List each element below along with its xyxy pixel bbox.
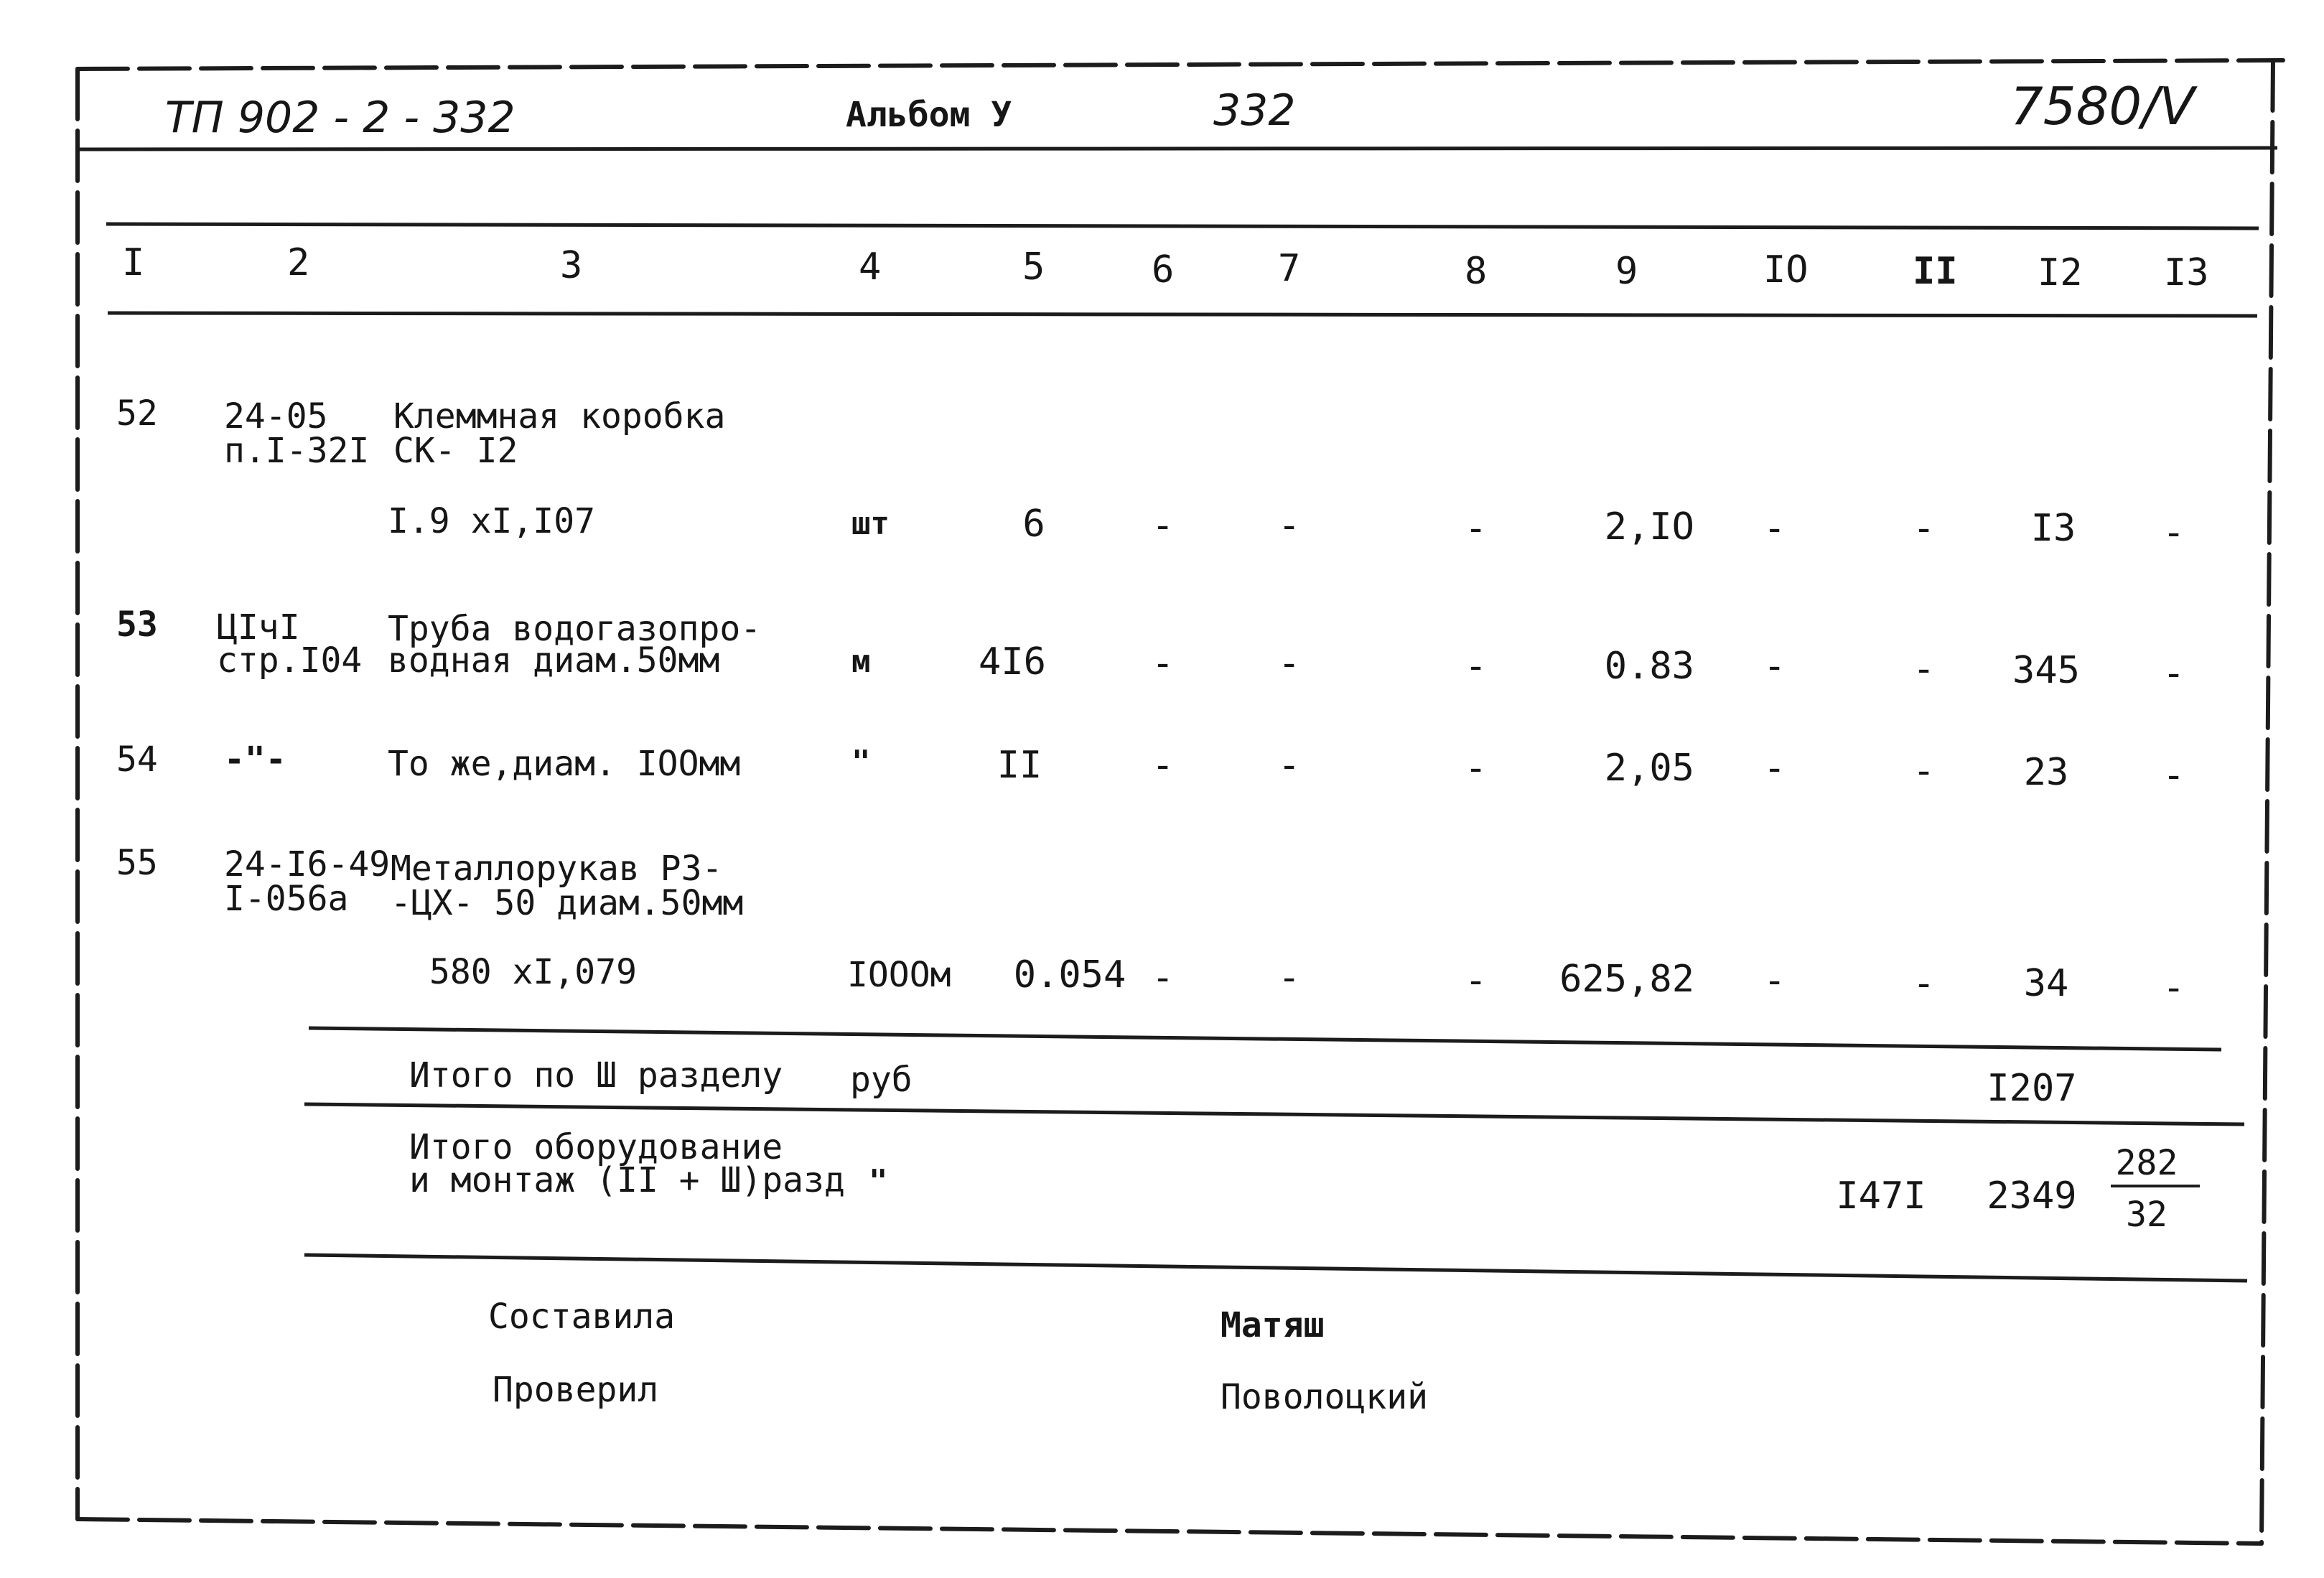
- col-header-6: 6: [1152, 248, 1175, 291]
- row-price: 2,IO: [1604, 505, 1694, 548]
- row-unit: ": [851, 744, 871, 780]
- section-total-value: I207: [1987, 1067, 2077, 1110]
- col-header-2: 2: [287, 241, 310, 284]
- row-code: стр.I04: [217, 640, 363, 681]
- row-total: 34: [2023, 962, 2069, 1005]
- row-total: 345: [2012, 649, 2080, 692]
- row-quantity: 4I6: [979, 640, 1046, 683]
- row-number: 53: [116, 604, 158, 645]
- row-price: 0.83: [1604, 645, 1694, 688]
- row-unit: шт: [851, 505, 890, 542]
- checked-by-label: Проверил: [493, 1370, 659, 1410]
- row-code: п.I-32I: [224, 431, 370, 471]
- section-total-label: Итого по Ш разделу: [409, 1055, 783, 1096]
- row-formula: I.9 xI,I07: [388, 501, 595, 541]
- row-unit: м: [851, 643, 871, 680]
- row-code: ЦIчI: [217, 607, 300, 648]
- col-header-9: 9: [1615, 250, 1638, 293]
- row-col11: -: [1913, 648, 1936, 691]
- row-col13: -: [2162, 511, 2185, 554]
- row-number: 55: [116, 843, 158, 883]
- row-code: -"-: [224, 739, 286, 780]
- compiled-by-label: Составила: [488, 1297, 676, 1337]
- equipment-total-col13-numerator: 282: [2115, 1143, 2178, 1183]
- row-formula: 580 xI,079: [429, 952, 637, 992]
- row-number: 52: [116, 393, 158, 434]
- equipment-total-label: и монтаж (II + Ш)разд: [409, 1160, 845, 1200]
- row-unit: IOOOм: [847, 955, 951, 995]
- project-code: ТП 902 - 2 - 332: [165, 93, 515, 143]
- row-col10: -: [1763, 747, 1786, 790]
- row-col7: -: [1278, 744, 1301, 787]
- row-name: Металлорукав РЗ-: [391, 849, 723, 889]
- col-header-8: 8: [1465, 250, 1488, 293]
- row-quantity: 6: [1022, 503, 1045, 546]
- row-col8: -: [1465, 747, 1488, 790]
- row-name: водная диам.50мм: [388, 640, 720, 681]
- col-header-12: I2: [2038, 251, 2083, 294]
- row-col13: -: [2162, 754, 2185, 797]
- row-col11: -: [1913, 507, 1936, 550]
- row-name: То же,диам. IOOмм: [388, 744, 741, 784]
- col-header-7: 7: [1278, 247, 1301, 290]
- compiled-by-name: Матяш: [1221, 1305, 1325, 1345]
- row-name: -ЦХ- 50 диам.50мм: [391, 883, 744, 923]
- row-number: 54: [116, 739, 158, 780]
- equipment-total-col12: 2349: [1987, 1175, 2077, 1218]
- row-col6: -: [1152, 504, 1175, 547]
- row-code: I-056а: [224, 879, 349, 919]
- row-total: I3: [2030, 507, 2076, 550]
- section-total-unit: руб: [850, 1060, 913, 1100]
- row-col8: -: [1465, 959, 1488, 1002]
- row-col7: -: [1278, 642, 1301, 685]
- col-header-4: 4: [859, 246, 882, 289]
- album-number: 332: [1213, 85, 1296, 136]
- col-header-1: I: [122, 241, 145, 284]
- row-col8: -: [1465, 645, 1488, 688]
- row-col11: -: [1913, 962, 1936, 1005]
- row-col7: -: [1278, 504, 1301, 547]
- col-header-13: I3: [2164, 251, 2209, 294]
- row-col10: -: [1763, 645, 1786, 688]
- col-header-11: II: [1913, 250, 1958, 293]
- row-col11: -: [1913, 750, 1936, 793]
- row-col6: -: [1152, 956, 1175, 999]
- col-header-10: IO: [1763, 248, 1809, 291]
- equipment-total-col11: I47I: [1836, 1175, 1926, 1218]
- album-label: Альбом У: [846, 95, 1012, 135]
- equipment-total-unit: ": [869, 1163, 888, 1200]
- equipment-total-col13-denominator: 32: [2126, 1195, 2167, 1235]
- row-name: Труба водогазопро-: [388, 609, 762, 649]
- row-price: 625,82: [1559, 958, 1694, 1001]
- checked-by-name: Поволоцкий: [1221, 1377, 1428, 1417]
- row-quantity: 0.054: [1013, 953, 1126, 996]
- row-col6: -: [1152, 744, 1175, 787]
- row-col13: -: [2162, 966, 2185, 1009]
- row-col7: -: [1278, 956, 1301, 999]
- col-header-5: 5: [1022, 246, 1045, 289]
- sheet-number: 7580/V: [2010, 76, 2195, 136]
- fraction-bar: [2111, 1185, 2200, 1187]
- row-name: Клеммная коробка: [393, 396, 726, 436]
- row-col6: -: [1152, 642, 1175, 685]
- row-name: СК- I2: [393, 431, 518, 471]
- row-code: 24-I6-49: [224, 844, 391, 884]
- row-col8: -: [1465, 507, 1488, 550]
- row-code: 24-05: [224, 396, 328, 436]
- equipment-total-label: Итого оборудование: [409, 1127, 783, 1167]
- row-price: 2,05: [1604, 747, 1694, 790]
- row-total: 23: [2023, 751, 2069, 794]
- row-col10: -: [1763, 959, 1786, 1002]
- row-quantity: II: [997, 744, 1042, 787]
- row-col10: -: [1763, 507, 1786, 550]
- col-header-3: 3: [560, 244, 583, 287]
- row-col13: -: [2162, 652, 2185, 695]
